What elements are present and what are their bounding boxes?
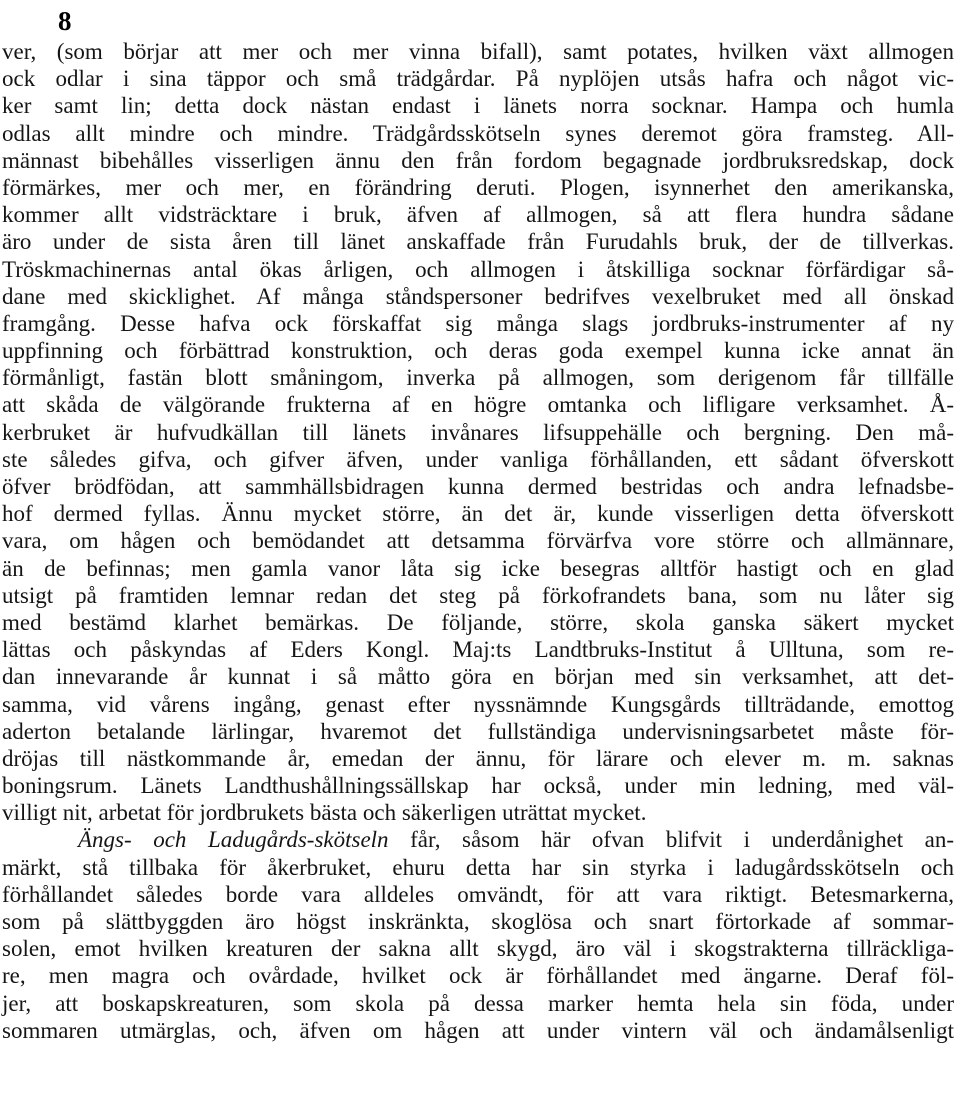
text-line: än de befinnas; men gamla vanor låta sig icke besegras alltför hastigt och en glad [2,555,954,581]
text-line: ste således gifva, och gifver äfven, under vanliga förhållanden, ett sådant öfverskott [2,446,954,472]
section-heading: Ängs- och Ladugårds-skötseln [78,827,389,853]
text-line: männast bibehålles visserligen ännu den från fordom begagnade jordbruksredskap, dock [2,147,954,173]
text-line: förmärkes, mer och mer, en förändring deruti. Plogen, isynnerhet den amerikanska, [2,174,954,200]
text-line: uppfinning och förbättrad konstruktion, och deras goda exempel kunna icke annat än [2,338,954,364]
text-line: ker samt lin; detta dock nästan endast i länets norra socknar. Hampa och humla [2,93,954,119]
paragraph-crops [0,38,960,826]
text-line: samma, vid vårens ingång, genast efter nyssnämnde Kungsgårds tillträdande, emottog [2,691,954,717]
text-line: att skåda de välgörande frukterna af en högre omtanka och lifligare verksamhet. Å- [2,392,954,418]
text-line: hof dermed fyllas. Ännu mycket större, än det är, kunde visserligen detta öfverskott [2,501,954,527]
text-line: utsigt på framtiden lemnar redan det steg på förkofrandets bana, som nu låter sig [2,582,954,608]
text-line: med bestämd klarhet bemärkas. De följande, större, skola ganska säkert mycket [2,609,954,635]
text-line: framgång. Desse hafva ock förskaffat sig många slags jordbruks-instrumenter af ny [2,310,954,336]
text-line: förmånligt, fastän blott småningom, inverka på allmogen, som derigenom får tillfälle [2,365,954,391]
text-line: öfver brödfödan, att sammhällsbidragen kunna dermed bestridas och andra lefnadsbe- [2,474,954,499]
body-text [0,38,960,1044]
text-line-rest: får, såsom här ofvan blifvit i underdånighet an- [410,827,955,853]
text-line: sommaren utmärglas, och, äfven om hågen att under vintern väl och ändamålsenligt [2,1017,954,1043]
paragraph-meadows [0,826,960,1044]
text-line: odlas allt mindre och mindre. Trädgårdsskötseln synes deremot göra framsteg. All- [2,120,954,146]
text-line: ock odlar i sina täppor och små trädgårdar. På nyplöjen utsås hafra och något vic- [2,66,954,92]
text-line: som på slättbyggden äro högst inskränkta, skoglösa och snart förtorkade af sommar- [2,909,954,934]
text-line: Tröskmachinernas antal ökas årligen, och allmogen i åtskilliga socknar förfärdigar så- [2,256,954,282]
text-line: jer, att boskapskreaturen, som skola på dessa marker hemta hela sin föda, under [2,990,954,1016]
text-line: solen, emot hvilken kreaturen der sakna allt skygd, äro väl i skogstrakterna tillräckliga- [2,936,954,962]
page-number: 8 [58,6,72,36]
text-line: märkt, stå tillbaka för åkerbruket, ehuru detta har sin styrka i ladugårdsskötseln och [2,854,954,880]
text-line: kommer allt vidsträcktare i bruk, äfven af allmogen, så att flera hundra sådane [2,202,954,228]
text-line: vara, om hågen och bemödandet att detsamma förvärfva vore större och allmännare, [2,528,954,554]
text-line: förhållandet således borde vara alldeles omvändt, för att vara riktigt. Betesmarkerna, [2,881,954,907]
text-line: ver, (som börjar att mer och mer vinna bifall), samt potates, hvilken växt allmogen [2,39,954,64]
text-line: villigt nit, arbetat för jordbrukets bästa och säkerligen uträttat mycket. [2,800,647,826]
text-line: kerbruket är hufvudkällan till länets invånares lifsuppehälle och bergning. Den må- [2,419,954,445]
text-line-first [0,826,960,853]
text-line: lättas och påskyndas af Eders Kongl. Maj:ts Landtbruks-Institut å Ulltuna, som re- [2,637,954,663]
text-line: dan innevarande år kunnat i så måtto göra en början med sin verksamhet, att det- [2,664,954,690]
text-line: re, men magra och ovårdade, hvilket ock är förhållandet med ängarne. Deraf föl- [2,963,954,989]
text-line: boningsrum. Länets Landthushållningssällskap har också, under min ledning, med väl- [2,773,954,799]
text-line: aderton betalande lärlingar, hvaremot det fullständiga undervisningsarbetet måste för- [2,718,954,744]
text-line: äro under de sista åren till länet anskaffade från Furudahls bruk, der de tillverkas. [2,229,954,255]
text-line: dane med skicklighet. Af många ståndspersoner bedrifves vexelbruket med all önskad [2,283,954,309]
text-line: dröjas till nästkommande år, emedan der ännu, för lärare och elever m. m. saknas [2,745,954,771]
